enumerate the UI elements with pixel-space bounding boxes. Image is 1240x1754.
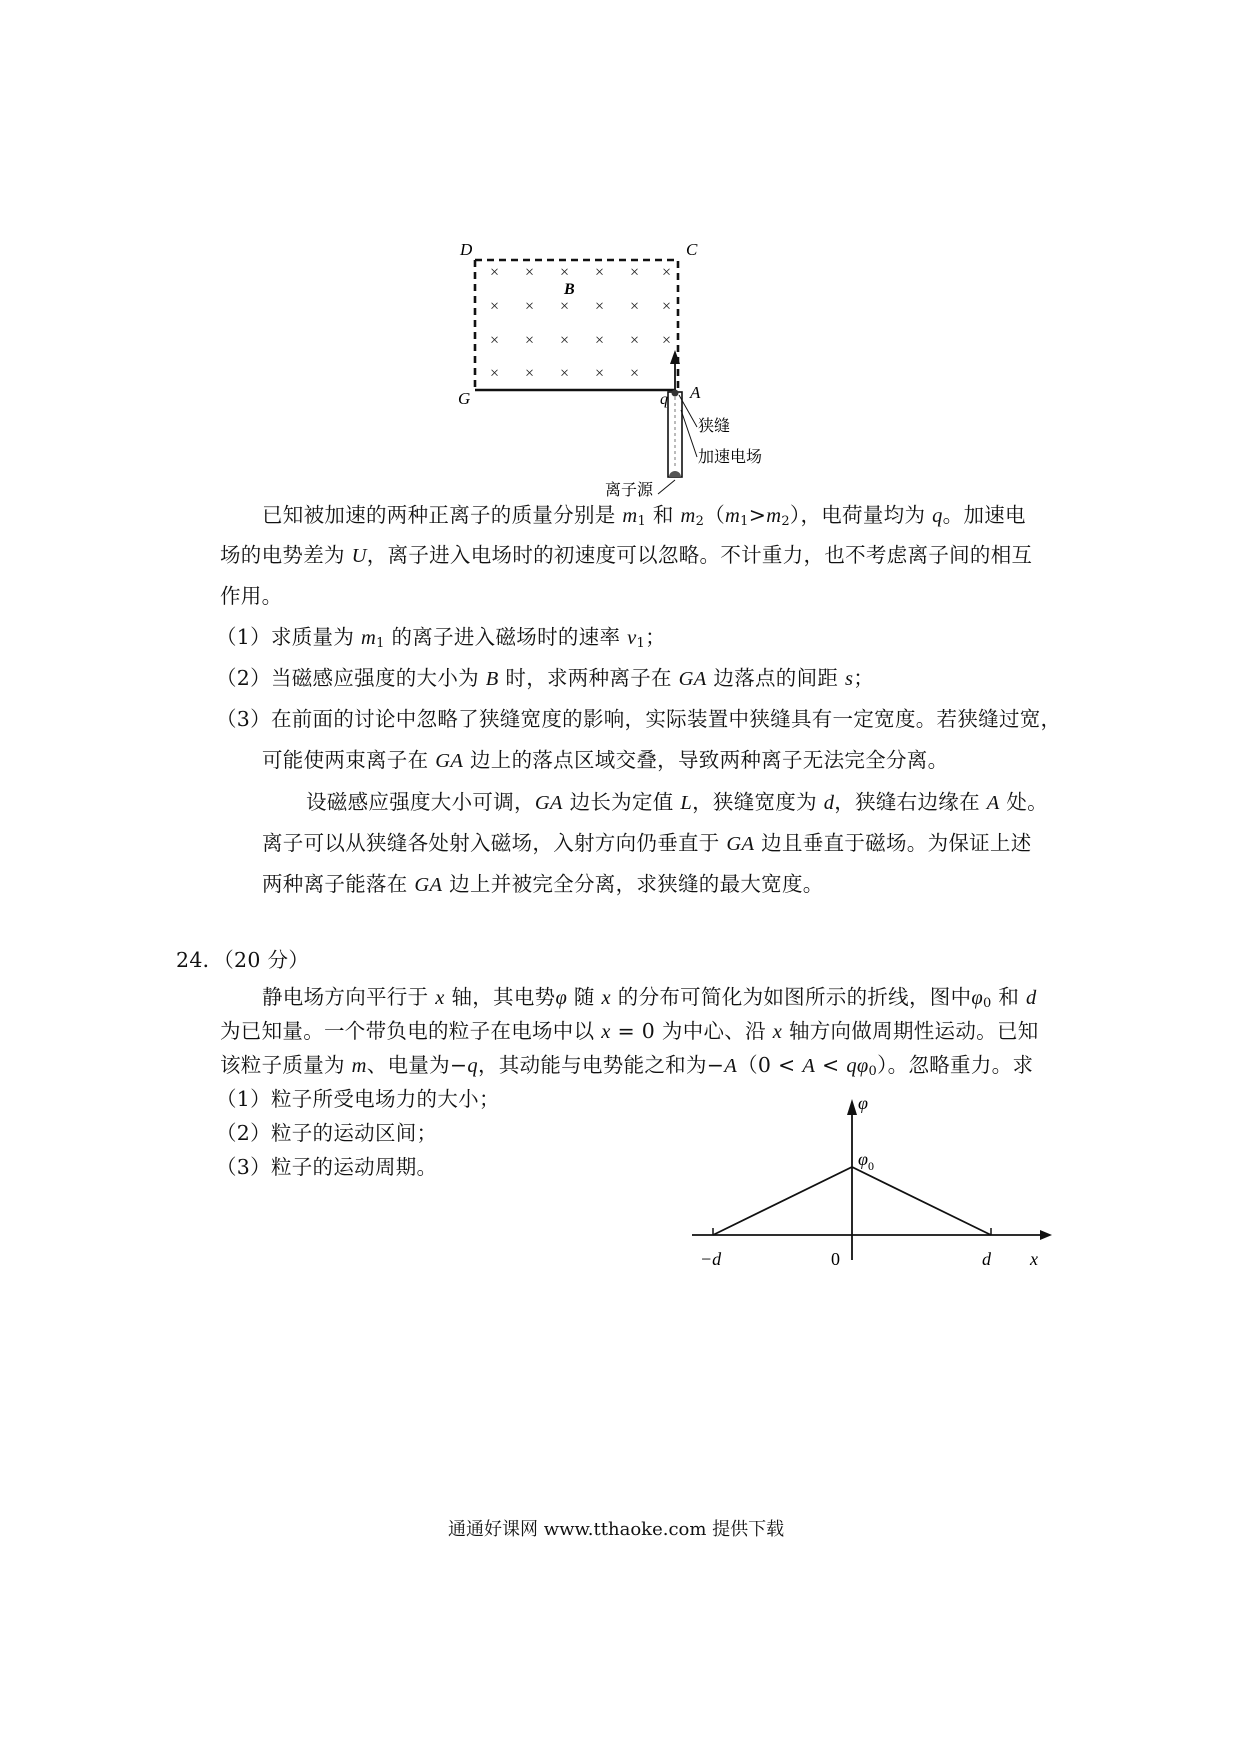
q24-heading: 24．（20 分） [176,948,310,972]
field-boundary-dashed [475,260,678,390]
q23-part2: （2）当磁感应强度的大小为 B 时，求两种离子在 GA 边落点的间距 s； [216,666,875,690]
point-A-label: A [690,383,701,402]
q23-part3-line4: 离子可以从狭缝各处射入磁场，入射方向仍垂直于 GA 边且垂直于磁场。为保证上述 [262,831,1032,855]
field-crosses [490,264,671,382]
svg-text:×: × [595,298,605,315]
charge-q-label: q [660,391,668,408]
svg-text:×: × [525,332,535,349]
tick-d: d [982,1249,991,1269]
svg-text:×: × [662,332,672,349]
svg-text:×: × [525,298,535,315]
svg-text:×: × [490,264,500,281]
ion-dot [672,390,679,397]
q23-part3-line3: 设磁感应强度大小可调，GA 边长为定值 L，狭缝宽度为 d，狭缝右边缘在 A 处。 [306,790,1048,814]
svg-text:×: × [595,332,605,349]
accel-field-label: 加速电场 [698,449,763,466]
q24-line2: 为已知量。一个带负电的粒子在电场中以 x = 0 为中心、沿 x 轴方向做周期性运动。已知 [220,1019,1039,1043]
svg-text:×: × [560,264,570,281]
svg-text:×: × [630,264,640,281]
q23-intro-line1: 已知被加速的两种正离子的质量分别是 $m_1$ 和 $m_2(m_1>m_2)$，电荷量均为 q。加速电 [262,503,1026,529]
svg-text:×: × [630,332,640,349]
slit-label: 狭缝 [698,418,731,435]
tick-neg-d: −d [700,1249,722,1269]
x-axis-label: x [1030,1249,1038,1269]
svg-text:×: × [490,365,500,382]
y-axis-label: φ [858,1093,868,1113]
svg-text:×: × [560,332,570,349]
svg-text:×: × [595,264,605,281]
peak-label: $\varphi_0$ [858,1149,874,1173]
svg-text:×: × [630,298,640,315]
corner-C-label: C [686,240,698,259]
field-B-label: B [564,281,575,298]
corner-G-label: G [458,389,471,408]
q23-part1: （1）求质量为 $m_1$ 的离子进入磁场时的速率 $v_1$； [216,625,666,651]
q24-line1: 静电场方向平行于 x 轴，其电势φ 随 x 的分布可简化为如图所示的折线，图中$\varphi_0$ 和 d [262,985,1037,1011]
q23-part3-line1: （3）在前面的讨论中忽略了狭缝宽度的影响，实际装置中狭缝具有一定宽度。若狭缝过宽， [216,707,1062,731]
svg-text:×: × [490,332,500,349]
footer-download-note: 通通好课网 www.tthaoke.com 提供下载 [448,1519,785,1540]
svg-text:×: × [630,365,640,382]
corner-D-label: D [460,240,473,259]
svg-text:×: × [662,264,672,281]
ion-source-label: 离子源 [605,482,654,499]
svg-text:×: × [490,298,500,315]
q24-line3: 该粒子质量为 m、电量为−q，其动能与电势能之和为$-A(0 < A < q\varphi_0)$。忽略重力。求 [220,1053,1034,1079]
ion-source-icon [669,471,681,477]
potential-graph [680,1085,1060,1275]
q24-part1: （1）粒子所受电场力的大小； [216,1087,500,1111]
svg-text:×: × [595,365,605,382]
tick-zero: 0 [831,1249,840,1269]
svg-text:×: × [662,298,672,315]
q23-intro-line3: 作用。 [220,584,283,608]
q24-part2: （2）粒子的运动区间； [216,1121,438,1145]
svg-text:×: × [525,365,535,382]
magnetic-field-figure [450,232,790,502]
svg-text:×: × [525,264,535,281]
q24-part3: （3）粒子的运动周期。 [216,1155,438,1179]
svg-text:×: × [560,365,570,382]
svg-text:×: × [560,298,570,315]
q23-intro-line2: 场的电势差为 U，离子进入电场时的初速度可以忽略。不计重力，也不考虑离子间的相互 [220,543,1033,567]
q23-part3-line2: 可能使两束离子在 GA 边上的落点区域交叠，导致两种离子无法完全分离。 [262,748,949,772]
q23-part3-line5: 两种离子能落在 GA 边上并被完全分离，求狭缝的最大宽度。 [262,872,824,896]
